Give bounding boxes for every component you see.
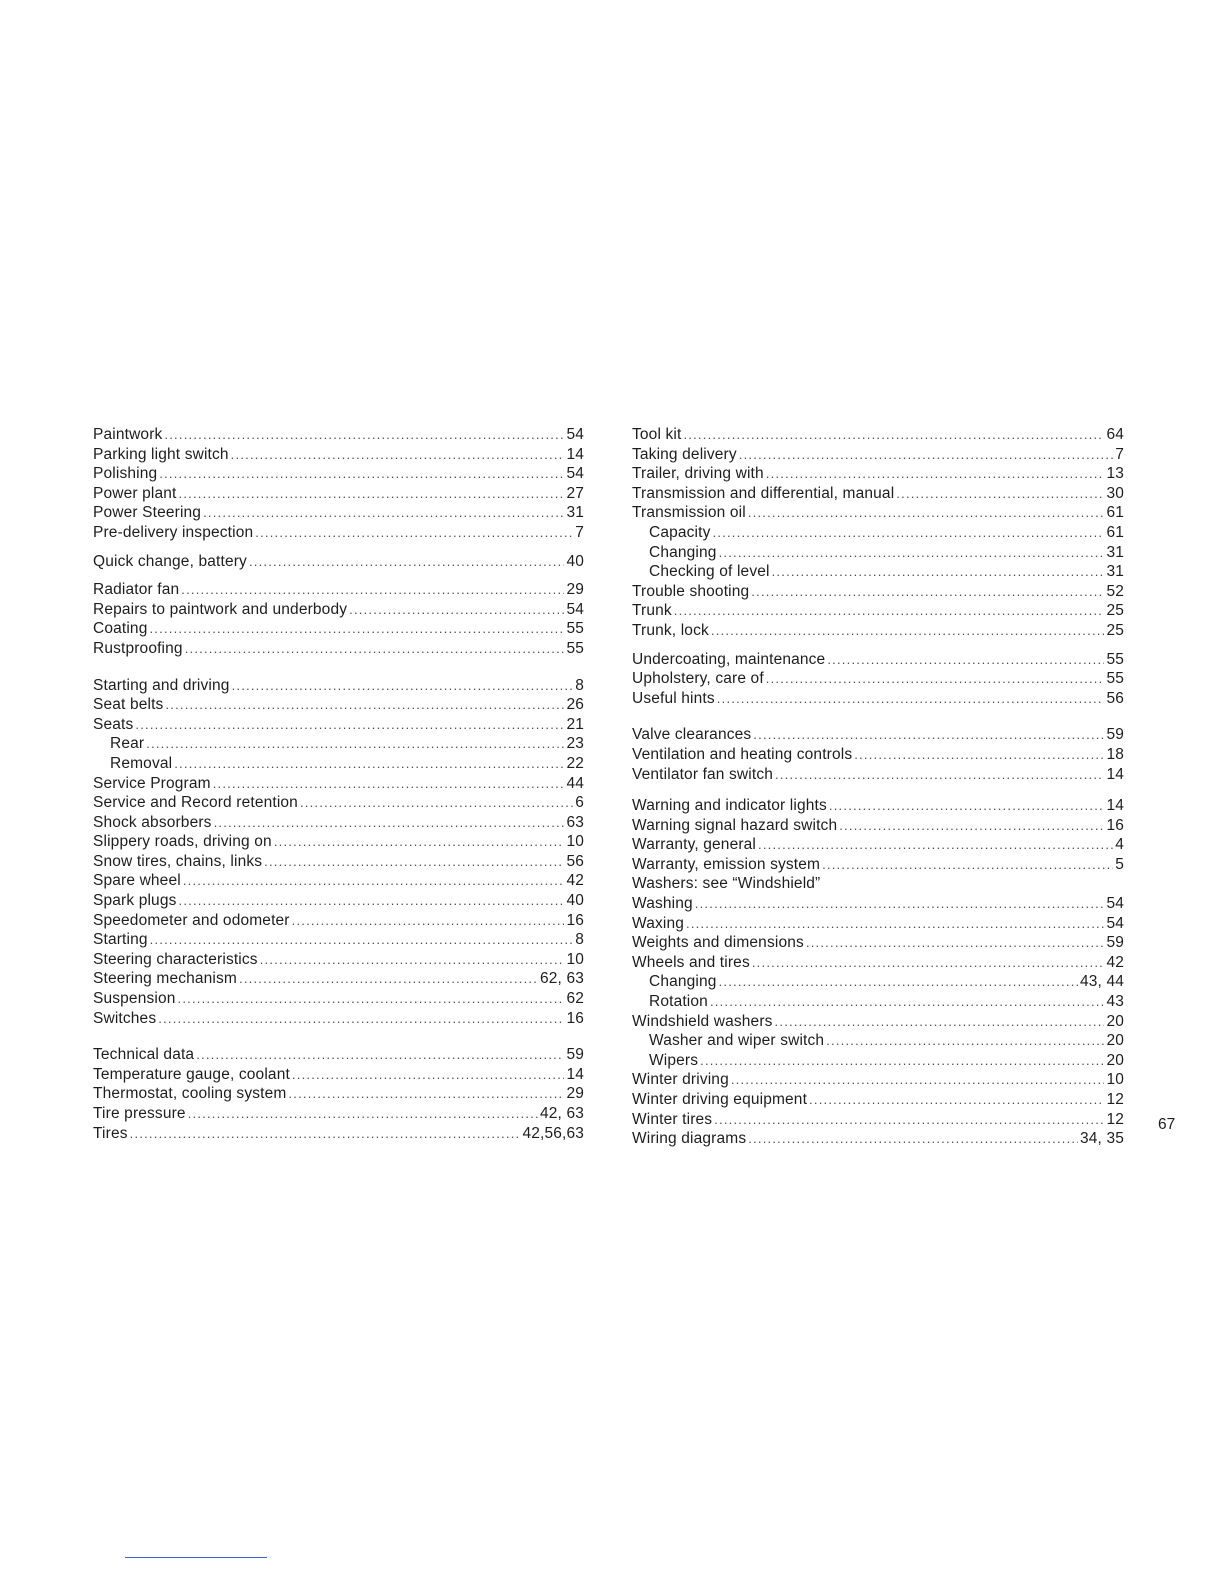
entry-label: Wheels and tires bbox=[632, 953, 750, 971]
leader-dots bbox=[164, 425, 564, 445]
entry-page: 7 bbox=[1115, 445, 1124, 463]
leader-dots bbox=[809, 1090, 1104, 1110]
entry-label: Wipers bbox=[649, 1051, 699, 1069]
leader-dots bbox=[130, 1124, 521, 1144]
entry-page: 42 bbox=[566, 872, 584, 890]
entry-page: 55 bbox=[1106, 650, 1124, 668]
entry-page: 14 bbox=[566, 1065, 584, 1083]
index-column-right bbox=[632, 425, 1124, 1149]
entry-label: Spare wheel bbox=[93, 872, 181, 890]
entry-label: Tire pressure bbox=[93, 1105, 186, 1122]
entry-page: 43, 44 bbox=[1080, 973, 1124, 991]
index-entry bbox=[632, 914, 1124, 934]
leader-dots bbox=[751, 582, 1104, 602]
entry-page: 59 bbox=[566, 1046, 584, 1064]
leader-dots bbox=[264, 852, 564, 872]
index-entry bbox=[632, 1090, 1124, 1110]
index-entry bbox=[93, 950, 584, 970]
entry-page: 43 bbox=[1106, 993, 1124, 1011]
leader-dots bbox=[231, 445, 565, 465]
entry-page: 10 bbox=[1106, 1071, 1124, 1089]
entry-page: 20 bbox=[1106, 1051, 1124, 1069]
leader-dots bbox=[719, 972, 1078, 992]
leader-dots bbox=[288, 1084, 564, 1104]
entry-label: Coating bbox=[93, 620, 148, 638]
entry-page: 54 bbox=[566, 426, 584, 443]
leader-dots bbox=[686, 914, 1104, 934]
entry-label: Washing bbox=[632, 895, 693, 913]
entry-page: 14 bbox=[566, 445, 584, 463]
entry-page: 14 bbox=[1106, 765, 1124, 783]
index-entry bbox=[93, 871, 584, 891]
leader-dots bbox=[150, 930, 574, 950]
index-entry bbox=[632, 1110, 1124, 1130]
entry-label: Wiring diagrams bbox=[632, 1130, 747, 1148]
entry-label: Quick change, battery bbox=[93, 552, 247, 570]
entry-page: 23 bbox=[566, 735, 584, 753]
index-entry bbox=[93, 852, 584, 872]
index-entry bbox=[632, 816, 1124, 836]
index-subentry bbox=[632, 543, 1124, 563]
leader-dots bbox=[711, 621, 1105, 641]
leader-dots bbox=[146, 734, 564, 754]
leader-dots bbox=[300, 793, 573, 813]
index-entry bbox=[632, 650, 1124, 670]
index-entry bbox=[632, 503, 1124, 523]
leader-dots bbox=[827, 650, 1104, 670]
leader-dots bbox=[179, 891, 565, 911]
footer-rule bbox=[125, 1557, 267, 1558]
entry-label: Steering characteristics bbox=[93, 950, 258, 968]
leader-dots bbox=[232, 676, 574, 696]
entry-page: 8 bbox=[575, 931, 584, 949]
entry-page: 62, 63 bbox=[540, 970, 584, 988]
entry-page: 29 bbox=[566, 1085, 584, 1103]
entry-page: 40 bbox=[566, 552, 584, 570]
entry-page: 30 bbox=[1106, 484, 1124, 502]
index-entry bbox=[93, 715, 584, 735]
index-subentry bbox=[632, 992, 1124, 1012]
leader-dots bbox=[178, 989, 565, 1009]
index-entry bbox=[93, 445, 584, 465]
entry-page: 12 bbox=[1106, 1110, 1124, 1128]
index-entry bbox=[632, 484, 1124, 504]
index-entry bbox=[632, 894, 1124, 914]
entry-page: 21 bbox=[566, 715, 584, 733]
entry-label: Removal bbox=[110, 754, 173, 772]
index-subentry bbox=[93, 734, 584, 754]
entry-page: 20 bbox=[1106, 1012, 1124, 1030]
leader-dots bbox=[135, 715, 564, 735]
entry-page: 54 bbox=[566, 600, 584, 618]
entry-label: Suspension bbox=[93, 990, 176, 1008]
entry-page: 55 bbox=[1106, 670, 1124, 688]
index-entry bbox=[93, 619, 584, 639]
entry-page: 12 bbox=[1106, 1091, 1124, 1108]
entry-page: 34, 35 bbox=[1080, 1130, 1124, 1148]
leader-dots bbox=[174, 754, 564, 774]
entry-page: 25 bbox=[1106, 621, 1124, 639]
leader-dots bbox=[752, 953, 1105, 973]
entry-page: 55 bbox=[566, 620, 584, 638]
index-entry bbox=[93, 1065, 584, 1085]
leader-dots bbox=[710, 992, 1105, 1012]
index-entry bbox=[93, 911, 584, 931]
leader-dots bbox=[683, 425, 1104, 445]
entry-page: 54 bbox=[566, 465, 584, 483]
leader-dots bbox=[149, 619, 564, 639]
index-entry bbox=[632, 725, 1124, 745]
leader-dots bbox=[188, 1104, 538, 1124]
index-entry bbox=[93, 484, 584, 504]
index-entry bbox=[93, 503, 584, 523]
index-entry bbox=[93, 774, 584, 794]
entry-page: 20 bbox=[1106, 1032, 1124, 1050]
entry-label: Changing bbox=[649, 543, 717, 561]
entry-label: Transmission and differential, manual bbox=[632, 484, 895, 502]
index-entry bbox=[632, 601, 1124, 621]
entry-page: 22 bbox=[566, 754, 584, 772]
entry-label: Upholstery, care of bbox=[632, 670, 764, 688]
entry-page: 14 bbox=[1106, 797, 1124, 815]
entry-label: Washers: see “Windshield” bbox=[632, 875, 821, 893]
entry-label: Winter driving equipment bbox=[632, 1091, 808, 1108]
entry-page: 59 bbox=[1106, 934, 1124, 952]
index-subentry bbox=[632, 972, 1124, 992]
entry-label: Trunk bbox=[632, 602, 672, 620]
index-entry bbox=[632, 796, 1124, 816]
entry-label: Repairs to paintwork and underbody bbox=[93, 600, 348, 618]
leader-dots bbox=[896, 484, 1104, 504]
entry-label: Trunk, lock bbox=[632, 621, 709, 639]
entry-label: Warranty, emission system bbox=[632, 855, 821, 873]
index-entry bbox=[93, 1124, 584, 1144]
leader-dots bbox=[713, 523, 1105, 543]
leader-dots bbox=[700, 1051, 1104, 1071]
index-entry bbox=[632, 855, 1124, 875]
leader-dots bbox=[196, 1045, 564, 1065]
leader-dots bbox=[203, 503, 564, 523]
entry-page: 8 bbox=[575, 676, 584, 694]
leader-dots bbox=[181, 580, 564, 600]
leader-dots bbox=[775, 765, 1104, 785]
leader-dots bbox=[159, 464, 564, 484]
leader-dots bbox=[766, 464, 1105, 484]
entry-page: 42,56,63 bbox=[522, 1124, 584, 1142]
index-entry bbox=[93, 464, 584, 484]
leader-dots bbox=[739, 445, 1113, 465]
entry-page: 16 bbox=[566, 911, 584, 929]
index-entry bbox=[93, 523, 584, 543]
entry-label: Switches bbox=[93, 1009, 157, 1027]
entry-label: Spark plugs bbox=[93, 892, 177, 910]
entry-label: Starting bbox=[93, 931, 148, 949]
leader-dots bbox=[674, 601, 1105, 621]
leader-dots bbox=[260, 950, 565, 970]
entry-label: Rotation bbox=[649, 993, 708, 1011]
entry-page: 64 bbox=[1106, 426, 1124, 443]
entry-page: 42 bbox=[1106, 953, 1124, 971]
entry-label: Speedometer and odometer bbox=[93, 911, 290, 929]
entry-page: 16 bbox=[566, 1009, 584, 1027]
leader-dots bbox=[826, 1031, 1104, 1051]
index-entry bbox=[93, 425, 584, 445]
leader-dots bbox=[839, 816, 1104, 836]
index-entry bbox=[632, 445, 1124, 465]
leader-dots bbox=[806, 933, 1105, 953]
entry-label: Undercoating, maintenance bbox=[632, 650, 826, 668]
entry-page: 40 bbox=[566, 892, 584, 910]
entry-page: 6 bbox=[575, 794, 584, 812]
entry-page: 13 bbox=[1106, 465, 1124, 483]
index-entry bbox=[632, 621, 1124, 641]
index-entry bbox=[632, 1012, 1124, 1032]
entry-label: Warning and indicator lights bbox=[632, 797, 827, 815]
entry-page: 52 bbox=[1106, 582, 1124, 600]
index-entry bbox=[632, 689, 1124, 709]
entry-page: 31 bbox=[1106, 563, 1124, 581]
index-entry bbox=[93, 832, 584, 852]
index-column-left bbox=[93, 425, 584, 1143]
index-subentry bbox=[632, 1051, 1124, 1071]
leader-dots bbox=[255, 523, 573, 543]
index-entry bbox=[93, 552, 584, 572]
index-entry bbox=[93, 600, 584, 620]
entry-page: 63 bbox=[566, 813, 584, 831]
entry-label: Weights and dimensions bbox=[632, 934, 804, 952]
entry-page: 54 bbox=[1106, 895, 1124, 913]
leader-dots bbox=[753, 725, 1104, 745]
index-entry bbox=[93, 930, 584, 950]
entry-page: 5 bbox=[1115, 855, 1124, 873]
leader-dots bbox=[829, 796, 1105, 816]
index-entry bbox=[632, 464, 1124, 484]
entry-label: Starting and driving bbox=[93, 676, 230, 694]
entry-page: 27 bbox=[566, 484, 584, 502]
index-entry bbox=[93, 989, 584, 1009]
entry-label: Seats bbox=[93, 715, 134, 733]
entry-label: Winter driving bbox=[632, 1071, 729, 1089]
entry-label: Pre-delivery inspection bbox=[93, 523, 254, 541]
leader-dots bbox=[748, 1129, 1078, 1149]
index-entry bbox=[93, 1045, 584, 1065]
entry-label: Thermostat, cooling system bbox=[93, 1085, 287, 1103]
entry-page: 7 bbox=[575, 523, 584, 541]
index-entry bbox=[632, 1070, 1124, 1090]
leader-dots bbox=[775, 1012, 1105, 1032]
index-entry bbox=[93, 891, 584, 911]
entry-page: 31 bbox=[1106, 543, 1124, 561]
leader-dots bbox=[185, 639, 565, 659]
entry-label: Polishing bbox=[93, 465, 158, 483]
entry-label: Rustproofing bbox=[93, 639, 183, 657]
entry-page: 55 bbox=[566, 639, 584, 657]
index-entry bbox=[632, 425, 1124, 445]
index-entry bbox=[93, 580, 584, 600]
entry-label: Service Program bbox=[93, 774, 211, 792]
index-entry bbox=[93, 695, 584, 715]
entry-label: Tires bbox=[93, 1124, 128, 1142]
page-number: 67 bbox=[1158, 1116, 1176, 1133]
leader-dots bbox=[822, 855, 1113, 875]
leader-dots bbox=[714, 1110, 1104, 1130]
index-entry bbox=[632, 765, 1124, 785]
entry-page: 59 bbox=[1106, 726, 1124, 744]
entry-label: Slippery roads, driving on bbox=[93, 833, 272, 851]
entry-label: Paintwork bbox=[93, 426, 163, 443]
entry-label: Tool kit bbox=[632, 426, 682, 443]
index-subentry bbox=[632, 562, 1124, 582]
entry-label: Seat belts bbox=[93, 696, 164, 714]
leader-dots bbox=[249, 552, 565, 572]
leader-dots bbox=[292, 1065, 565, 1085]
leader-dots bbox=[158, 1009, 564, 1029]
entry-page: 56 bbox=[566, 852, 584, 870]
index-entry bbox=[93, 639, 584, 659]
entry-label: Steering mechanism bbox=[93, 970, 237, 988]
index-entry bbox=[632, 933, 1124, 953]
index-entry bbox=[93, 1009, 584, 1029]
entry-label: Checking of level bbox=[649, 563, 770, 581]
index-entry bbox=[632, 1129, 1124, 1149]
leader-dots bbox=[748, 503, 1105, 523]
leader-dots bbox=[165, 695, 564, 715]
leader-dots bbox=[772, 562, 1105, 582]
index-entry bbox=[93, 793, 584, 813]
entry-label: Trouble shooting bbox=[632, 582, 750, 600]
entry-label: Parking light switch bbox=[93, 445, 229, 463]
entry-label: Warranty, general bbox=[632, 836, 757, 854]
entry-label: Winter tires bbox=[632, 1110, 713, 1128]
leader-dots bbox=[183, 871, 565, 891]
entry-label: Waxing bbox=[632, 914, 685, 932]
entry-label: Ventilation and heating controls bbox=[632, 745, 853, 763]
index-entry bbox=[632, 874, 1124, 894]
leader-dots bbox=[758, 835, 1113, 855]
index-entry bbox=[632, 582, 1124, 602]
entry-label: Useful hints bbox=[632, 689, 715, 707]
entry-label: Taking delivery bbox=[632, 445, 737, 463]
leader-dots bbox=[274, 832, 565, 852]
entry-page: 4 bbox=[1115, 836, 1124, 854]
entry-page: 61 bbox=[1106, 523, 1124, 541]
index-subentry bbox=[93, 754, 584, 774]
entry-label: Valve clearances bbox=[632, 726, 752, 744]
entry-label: Transmission oil bbox=[632, 504, 746, 522]
leader-dots bbox=[292, 911, 565, 931]
leader-dots bbox=[239, 969, 538, 989]
entry-page: 44 bbox=[566, 774, 584, 792]
entry-label: Washer and wiper switch bbox=[649, 1032, 825, 1050]
entry-page: 61 bbox=[1106, 504, 1124, 522]
index-entry bbox=[93, 1104, 584, 1124]
entry-label: Power plant bbox=[93, 484, 177, 502]
entry-label: Capacity bbox=[649, 523, 711, 541]
leader-dots bbox=[731, 1070, 1105, 1090]
entry-page: 26 bbox=[566, 696, 584, 714]
leader-dots bbox=[766, 669, 1105, 689]
entry-page: 54 bbox=[1106, 914, 1124, 932]
entry-label: Changing bbox=[649, 973, 717, 991]
entry-label: Technical data bbox=[93, 1046, 195, 1064]
entry-label: Service and Record retention bbox=[93, 794, 298, 812]
entry-label: Temperature gauge, coolant bbox=[93, 1065, 290, 1083]
leader-dots bbox=[719, 543, 1105, 563]
leader-dots bbox=[213, 774, 565, 794]
entry-page: 29 bbox=[566, 581, 584, 599]
entry-page: 62 bbox=[566, 990, 584, 1008]
index-subentry bbox=[632, 523, 1124, 543]
entry-label: Windshield washers bbox=[632, 1012, 773, 1030]
index-entry bbox=[93, 1084, 584, 1104]
entry-label: Trailer, driving with bbox=[632, 465, 764, 483]
leader-dots bbox=[695, 894, 1105, 914]
entry-page: 16 bbox=[1106, 816, 1124, 834]
leader-dots bbox=[854, 745, 1104, 765]
index-entry bbox=[93, 813, 584, 833]
entry-page: 10 bbox=[566, 833, 584, 851]
entry-page: 18 bbox=[1106, 745, 1124, 763]
entry-page: 10 bbox=[566, 950, 584, 968]
index-entry bbox=[632, 953, 1124, 973]
index-entry bbox=[632, 745, 1124, 765]
index-entry bbox=[93, 969, 584, 989]
leader-dots bbox=[179, 484, 565, 504]
index-entry bbox=[632, 835, 1124, 855]
entry-label: Rear bbox=[110, 735, 145, 753]
entry-page: 31 bbox=[566, 504, 584, 522]
entry-label: Shock absorbers bbox=[93, 813, 212, 831]
leader-dots bbox=[717, 689, 1105, 709]
leader-dots bbox=[349, 600, 564, 620]
entry-label: Power Steering bbox=[93, 504, 202, 522]
index-subentry bbox=[632, 1031, 1124, 1051]
index-entry bbox=[632, 669, 1124, 689]
entry-page: 42, 63 bbox=[540, 1105, 584, 1122]
entry-label: Radiator fan bbox=[93, 581, 180, 599]
entry-page: 25 bbox=[1106, 602, 1124, 620]
entry-label: Warning signal hazard switch bbox=[632, 816, 838, 834]
entry-page: 56 bbox=[1106, 689, 1124, 707]
index-entry bbox=[93, 676, 584, 696]
entry-label: Snow tires, chains, links bbox=[93, 852, 263, 870]
leader-dots bbox=[214, 813, 565, 833]
entry-label: Ventilator fan switch bbox=[632, 765, 773, 783]
